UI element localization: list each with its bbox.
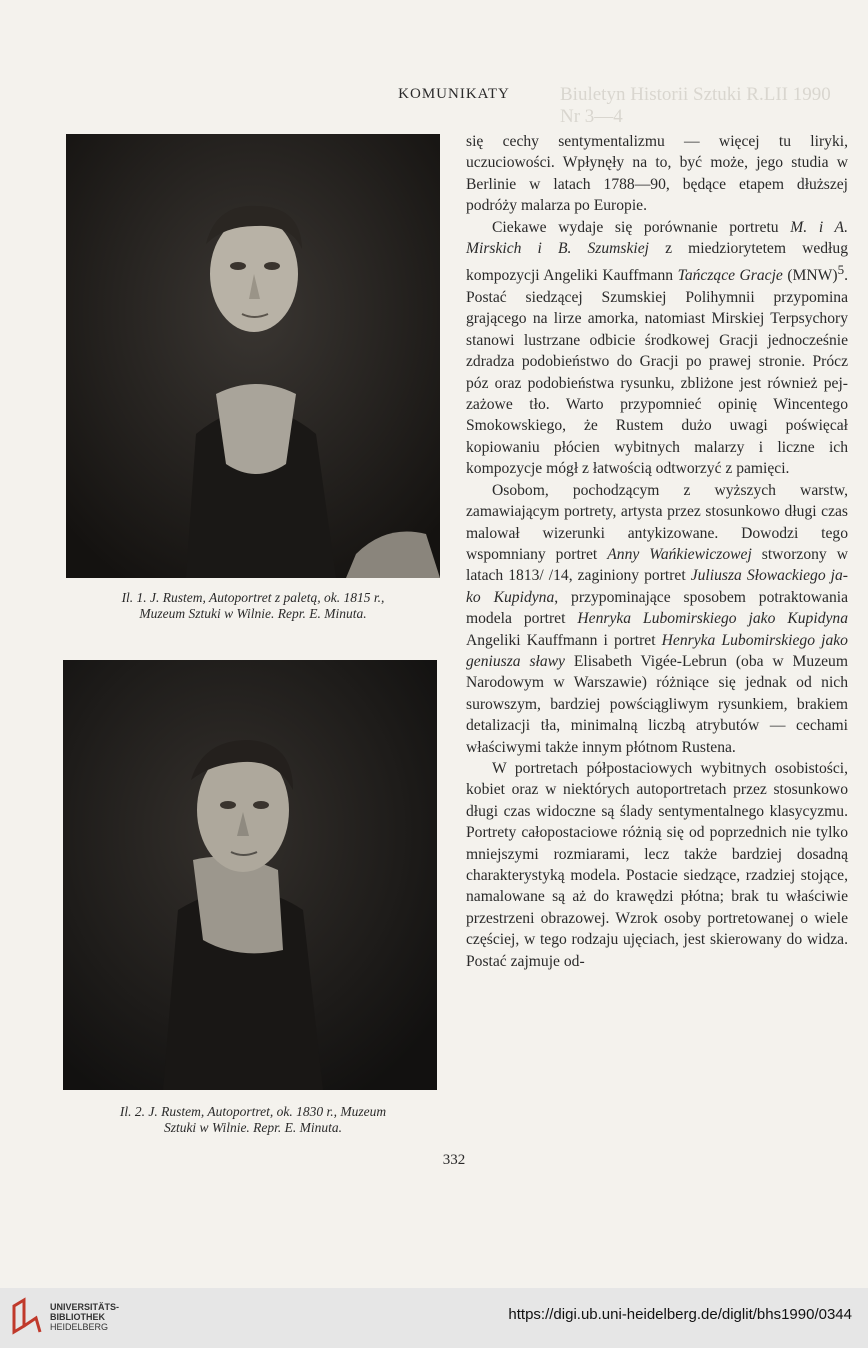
italic-title: Juliusza Słowackiego jako Kupidyna: [466, 567, 848, 606]
figure-2-caption-line2: Sztuki w Wilnie. Repr. E. Minuta.: [163, 1120, 343, 1135]
library-name: [50, 1302, 160, 1332]
text-span: stworzony w latach 1813/ /14, zaginiony portret: [466, 545, 848, 585]
text-span: Ciekawe wydaje się porównanie portretu: [492, 218, 791, 236]
italic-title: Henryka Lubomirskiego jako Kupidyna: [577, 610, 849, 628]
paragraph-4: W portretach półpostaciowych wybitnych osobistości, kobiet oraz w niektórych autoportretach przez stosunkowo długi czas widoczne są ślady sentymentalnego klasycyzmu. Portrety całopostaciowe różnią się od poprzednich nie tylko mniejszymi rozmiarami, lecz także bardziej dosadną charakterystyką modela. Postacie siedzące, rzadziej stojące, namalowane są aż do krawędzi płótna; brak tu właściwie przestrzeni obrazowej. Wzrok osoby portretowanej o wiele częściej, w tego rodzaju ujęciach, jest skierowany do widza. Postać zajmuje od-: [466, 759, 848, 970]
running-header: KOMUNIKATY: [398, 86, 510, 102]
text-column: [466, 131, 848, 972]
text-span: (MNW): [782, 267, 838, 285]
text-span: , przypominające sposobem potraktowania modela portret: [466, 588, 848, 628]
figure-1-caption-line1: Il. 1. J. Rustem, Autoportret z paletą, ok. 1815 r.,: [121, 590, 385, 605]
italic-title: M. i A. Mirskich i B. Szumskiej: [466, 218, 848, 258]
library-name-line2: BIBLIOTHEK: [50, 1312, 105, 1322]
figure-1-portrait: [66, 134, 440, 578]
text-span: Osobom, pochodzącym z wyższych warstw, zamawiającym portrety, artysta przez stosunkowo długi czas malował wizerunki antykizowane. Dowodzi tego wspomniany portret: [466, 481, 848, 563]
italic-title: Anny Wańkiewiczowej: [607, 545, 752, 563]
library-name-line1: UNIVERSITÄTS-: [50, 1302, 120, 1312]
italic-title: Tańczące Gracje: [677, 267, 783, 285]
library-name-line3: HEIDELBERG: [50, 1322, 109, 1332]
text-span: z miedziorytetem według kompozycji Angeliki Kauffmann: [466, 240, 848, 285]
page-number: 332: [442, 1152, 466, 1168]
library-logo-icon: [10, 1296, 44, 1336]
figure-2-caption-line1: Il. 2. J. Rustem, Autoportret, ok. 1830 r., Muzeum: [119, 1104, 387, 1119]
figure-1-caption: [62, 590, 444, 622]
figure-1-caption-line2: Muzeum Sztuki w Wilnie. Repr. E. Minuta.: [139, 606, 367, 621]
permalink-url[interactable]: https://digi.ub.uni-heidelberg.de/diglit/bhs1990/0344: [508, 1306, 852, 1323]
paragraph-3: [466, 480, 848, 758]
text-span: . Postać siedzącej Szumskiej Polihymnii przypomina grającego na lirze amorka, natomiast Mirskiej Terpsychory stanowi lustrzane odbicie środkowej Gracji jednocześnie zdradza podobieństwo do Gracji po prawej stronie. Prócz póz oraz podobieństwa rysunku, zbliżone jest również pejzażowe tło. Warto przypomnieć opinię Wincentego Smokowskiego, że Rustem dużo uwagi poświęcał kopiowaniu płócien wybitnych malarzy i liczne ich kompozycje mógł z łatwością odtworzyć z pamięci.: [466, 267, 848, 478]
figure-2-caption: [62, 1104, 444, 1136]
text-span: Angeliki Kauffmann i portret: [466, 631, 662, 649]
italic-title: Henryka Lubomirskiego jako geniusza sławy: [466, 631, 848, 670]
paragraph-2: [466, 217, 848, 480]
footnote-ref: 5: [837, 262, 845, 278]
paragraph-1: się cechy sentymentalizmu — więcej tu liryki, uczuciowości. Wpłynęły na to, być może, jego studia w Berlinie w latach 1788—90, będące etapem dłuższej podróży malarza po Europie.: [466, 133, 848, 215]
viewer-footer: [0, 1288, 868, 1348]
text-span: Elisabeth Vigée-Lebrun (oba w Muzeum Narodowym w Warszawie) różniące się jednak od nich surowszym, bardziej powściągliwym rysunkiem, brakiem detalizacji tła, minimalną liczbą atrybutów — cechami właściwymi także innym płótnom Rustena.: [466, 652, 848, 756]
bleed-through-text: Biuletyn Historii Sztuki R.LII 1990 Nr 3—4: [560, 84, 831, 127]
figure-2-portrait: [63, 660, 437, 1090]
